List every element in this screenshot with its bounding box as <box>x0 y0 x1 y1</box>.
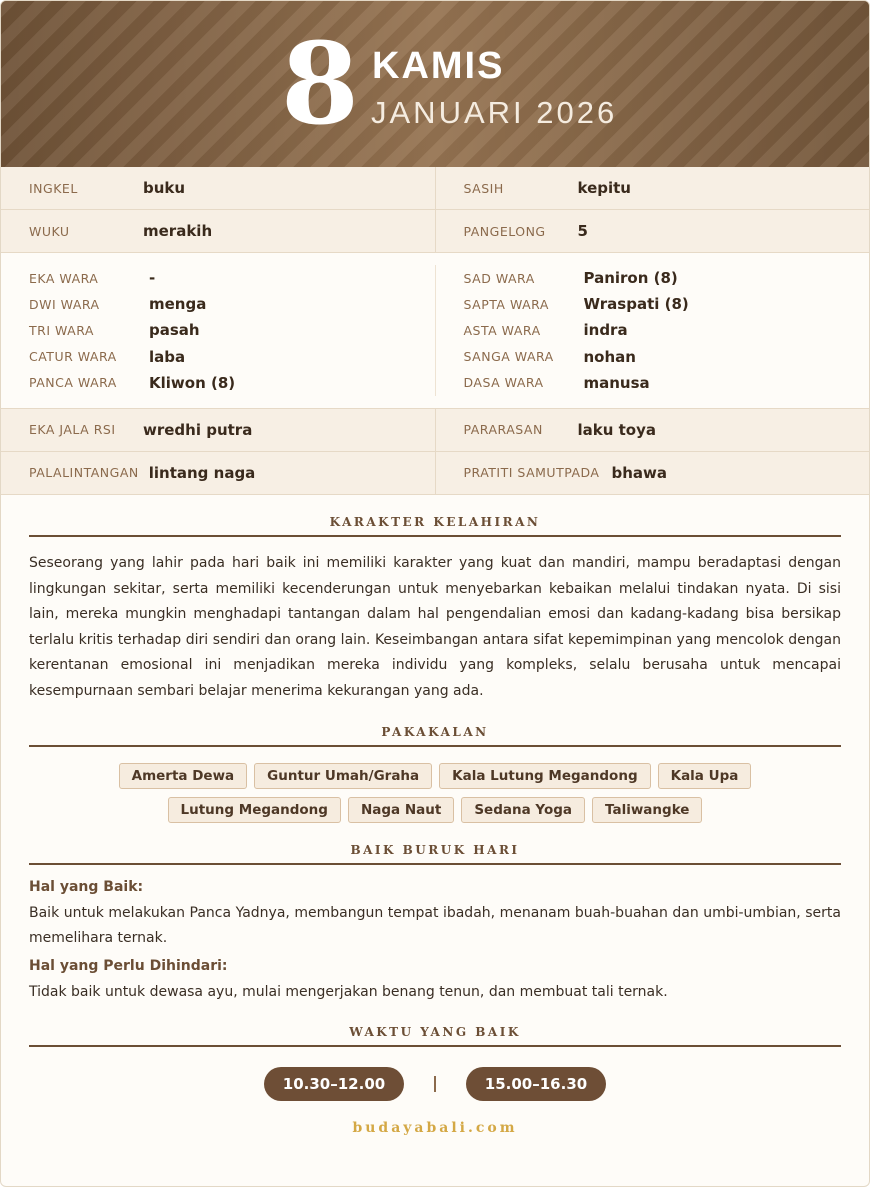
info-label: PALALINTANGAN <box>29 465 139 481</box>
wara-label: SANGA WARA <box>463 349 554 365</box>
wara-label: CATUR WARA <box>29 349 117 365</box>
info-label: WUKU <box>29 223 70 239</box>
wara-value: - <box>149 269 156 288</box>
info-cell-eka-jala-rsi <box>1 409 435 451</box>
info-value: merakih <box>143 222 213 240</box>
pakakalan-tag: Sedana Yoga <box>461 797 585 823</box>
section-divider <box>29 535 841 537</box>
wara-table <box>1 253 869 409</box>
info-cell-pararasan <box>435 409 870 451</box>
baik-buruk-title: BAIK BURUK HARI <box>350 842 520 857</box>
date-header <box>1 1 869 167</box>
info-cell-palalintangan <box>1 452 435 494</box>
wara-right-column <box>435 265 870 396</box>
section-divider <box>29 1045 841 1047</box>
info-row-wuku-pangelong <box>1 210 869 253</box>
wara-row <box>464 317 870 343</box>
info-label: PARARASAN <box>463 422 543 438</box>
wara-row <box>464 344 870 370</box>
info-label: PANGELONG <box>463 223 546 239</box>
wara-label: EKA WARA <box>29 270 99 286</box>
info-value: buku <box>143 179 186 197</box>
section-divider <box>29 863 841 865</box>
info-value: kepitu <box>577 179 631 197</box>
info-label: PRATITI SAMUTPADA <box>463 465 600 481</box>
wara-label: TRI WARA <box>29 322 94 338</box>
info-cell-wuku <box>1 210 435 252</box>
info-label: SASIH <box>463 180 504 196</box>
wara-label: ASTA WARA <box>463 322 541 338</box>
info-cell-pangelong <box>435 210 870 252</box>
wara-value: indra <box>583 321 628 340</box>
pakakalan-tag: Lutung Megandong <box>168 797 341 823</box>
info-value: 5 <box>577 222 588 240</box>
pakakalan-tags <box>71 763 799 823</box>
karakter-title: KARAKTER KELAHIRAN <box>329 514 541 529</box>
wara-value: Kliwon (8) <box>149 373 236 392</box>
day-number: 8 <box>281 19 359 150</box>
wara-value: laba <box>149 347 186 366</box>
wara-row <box>464 265 870 291</box>
avoid-text: Tidak baik untuk dewasa ayu, mulai mengerjakan benang tenun, dan membuat tali ternak. <box>29 983 668 1000</box>
info-cell-pratiti-samutpada <box>435 452 870 494</box>
pakakalan-title: PAKAKALAN <box>381 724 489 739</box>
time-slot-pill: 15.00–16.30 <box>466 1067 606 1101</box>
wara-row <box>29 370 435 396</box>
info-label: EKA JALA RSI <box>29 422 116 438</box>
wara-label: DWI WARA <box>29 296 100 312</box>
time-separator <box>434 1076 436 1092</box>
wara-label: DASA WARA <box>463 375 544 391</box>
info-row-palalintangan-pratiti <box>1 452 869 495</box>
karakter-text: Seseorang yang lahir pada hari baik ini memiliki karakter yang kuat dan mandiri, mampu beradaptasi dengan lingkungan sekitar, serta memiliki kecenderungan untuk menyebarkan kebaikan melalui tindakan nyata. Di sisi lain, mereka mungkin menghadapi tantangan dalam hal pengendalian emosi dan kadang-kadang bisa bersikap terlalu kritis terhadap diri sendiri dan orang lain. Keseimbangan antara sifat kepemimpinan yang mencolok dengan kerentanan emosional ini menjadikan mereka individu yang kompleks, selalu berusaha untuk mencapai kesempurnaan sembari belajar menerima kekurangan yang ada. <box>29 554 841 699</box>
wara-row <box>464 370 870 396</box>
avoid-heading: Hal yang Perlu Dihindari: <box>29 957 228 974</box>
wara-value: Paniron (8) <box>583 269 678 288</box>
info-value: laku toya <box>577 420 657 439</box>
pakakalan-tag: Amerta Dewa <box>119 763 248 789</box>
wara-value: menga <box>149 295 207 314</box>
info-cell-sasih <box>435 167 870 209</box>
info-value: lintang naga <box>148 463 256 482</box>
wara-row <box>29 265 435 291</box>
time-slot-pill: 10.30–12.00 <box>264 1067 404 1101</box>
wara-row <box>464 291 870 317</box>
wara-label: SAPTA WARA <box>463 296 549 312</box>
wara-left-column <box>1 265 435 396</box>
wara-value: manusa <box>583 373 650 392</box>
info-cell-ingkel <box>1 167 435 209</box>
pakakalan-tag: Kala Lutung Megandong <box>439 763 650 789</box>
waktu-title: WAKTU YANG BAIK <box>349 1025 521 1040</box>
wara-value: Wraspati (8) <box>583 295 689 314</box>
pakakalan-tag: Guntur Umah/Graha <box>254 763 432 789</box>
wara-value: nohan <box>583 347 636 366</box>
info-row-ingkel-sasih <box>1 167 869 210</box>
info-value: bhawa <box>611 463 667 482</box>
info-label: INGKEL <box>29 180 78 196</box>
footer-brand: budayabali.com <box>352 1120 518 1137</box>
good-text: Baik untuk melakukan Panca Yadnya, membangun tempat ibadah, menanam buah-buahan dan umbi-umbian, serta memelihara ternak. <box>29 904 841 947</box>
section-divider <box>29 745 841 747</box>
wara-value: pasah <box>149 321 200 340</box>
wara-label: SAD WARA <box>463 270 535 286</box>
pakakalan-tag: Naga Naut <box>348 797 454 823</box>
good-heading: Hal yang Baik: <box>29 878 144 895</box>
wara-row <box>29 317 435 343</box>
day-name: KAMIS <box>372 45 505 87</box>
pakakalan-tag: Taliwangke <box>592 797 702 823</box>
info-value: wredhi putra <box>143 420 253 439</box>
time-slots <box>1 1067 869 1101</box>
wara-row <box>29 344 435 370</box>
wara-row <box>29 291 435 317</box>
month-year: JANUARI 2026 <box>371 95 618 130</box>
pakakalan-tag: Kala Upa <box>658 763 752 789</box>
info-row-ekajalarsi-pararasan <box>1 409 869 452</box>
wara-label: PANCA WARA <box>29 375 117 391</box>
